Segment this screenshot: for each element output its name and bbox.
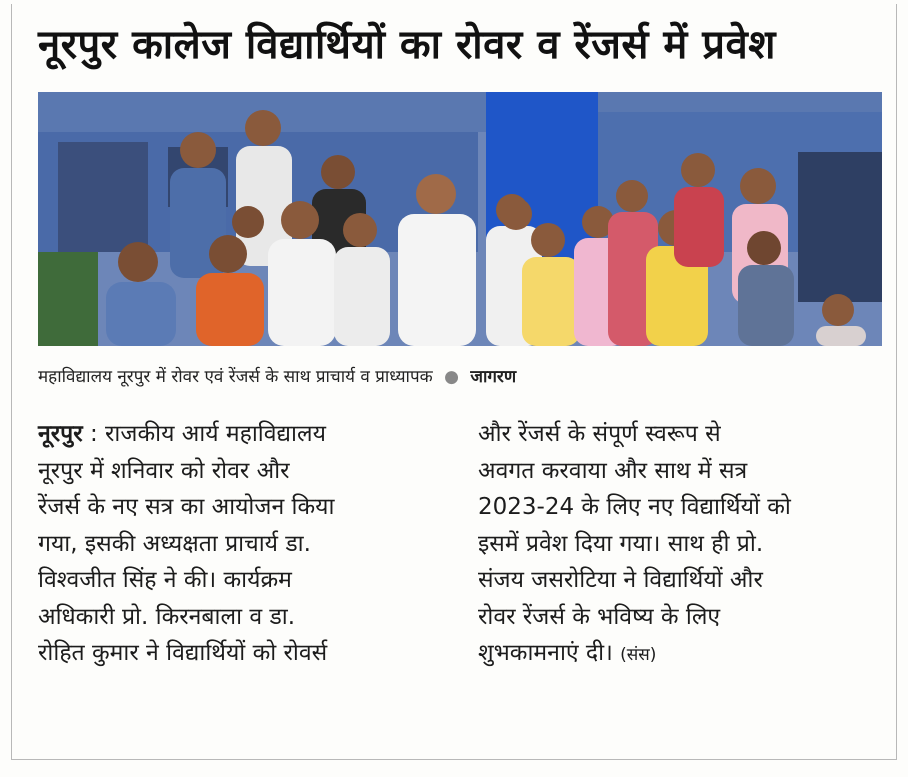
signoff: (संस) — [620, 645, 657, 665]
article-column-right — [478, 416, 888, 672]
article-line — [38, 416, 448, 453]
photo-caption — [38, 362, 878, 392]
article-line: अवगत करवाया और साथ में सत्र — [478, 457, 748, 484]
group-photo-illustration — [38, 92, 882, 346]
article-line: संजय जसरोटिया ने विद्यार्थियों और — [478, 567, 763, 593]
article-line: रोवर रेंजर्स के भविष्य के लिए — [478, 603, 721, 630]
article-line: नूरपुर में शनिवार को रोवर और — [38, 457, 290, 484]
article-line: अधिकारी प्रो. किरनबाला व डा. — [38, 603, 296, 630]
article-line — [478, 635, 888, 672]
headline: नूरपुर कालेज विद्यार्थियों का रोवर व रेंजर्स में प्रवेश — [38, 22, 776, 68]
article-text: शुभकामनाएं दी। — [478, 640, 613, 666]
article-column-left — [38, 416, 448, 672]
article-line: 2023-24 के लिए नए विद्यार्थियों को — [478, 494, 791, 520]
news-photo — [38, 92, 882, 346]
dateline: नूरपुर — [38, 421, 83, 447]
caption-separator: ● — [444, 367, 459, 387]
article-line: विश्वजीत सिंह ने की। कार्यक्रम — [38, 567, 292, 593]
article-line: गया, इसकी अध्यक्षता प्राचार्य डा. — [38, 530, 311, 557]
photo-credit: जागरण — [470, 367, 517, 387]
article-line: इसमें प्रवेश दिया गया। साथ ही प्रो. — [478, 530, 764, 557]
article-text: : राजकीय आर्य महाविद्यालय — [82, 421, 326, 447]
article-line: रेंजर्स के नए सत्र का आयोजन किया — [38, 494, 335, 520]
caption-text: महाविद्यालय नूरपुर में रोवर एवं रेंजर्स के साथ प्राचार्य व प्राध्यापक — [38, 367, 433, 387]
article-line: और रेंजर्स के संपूर्ण स्वरूप से — [478, 421, 721, 447]
article-line: रोहित कुमार ने विद्यार्थियों को रोवर्स — [38, 640, 328, 666]
